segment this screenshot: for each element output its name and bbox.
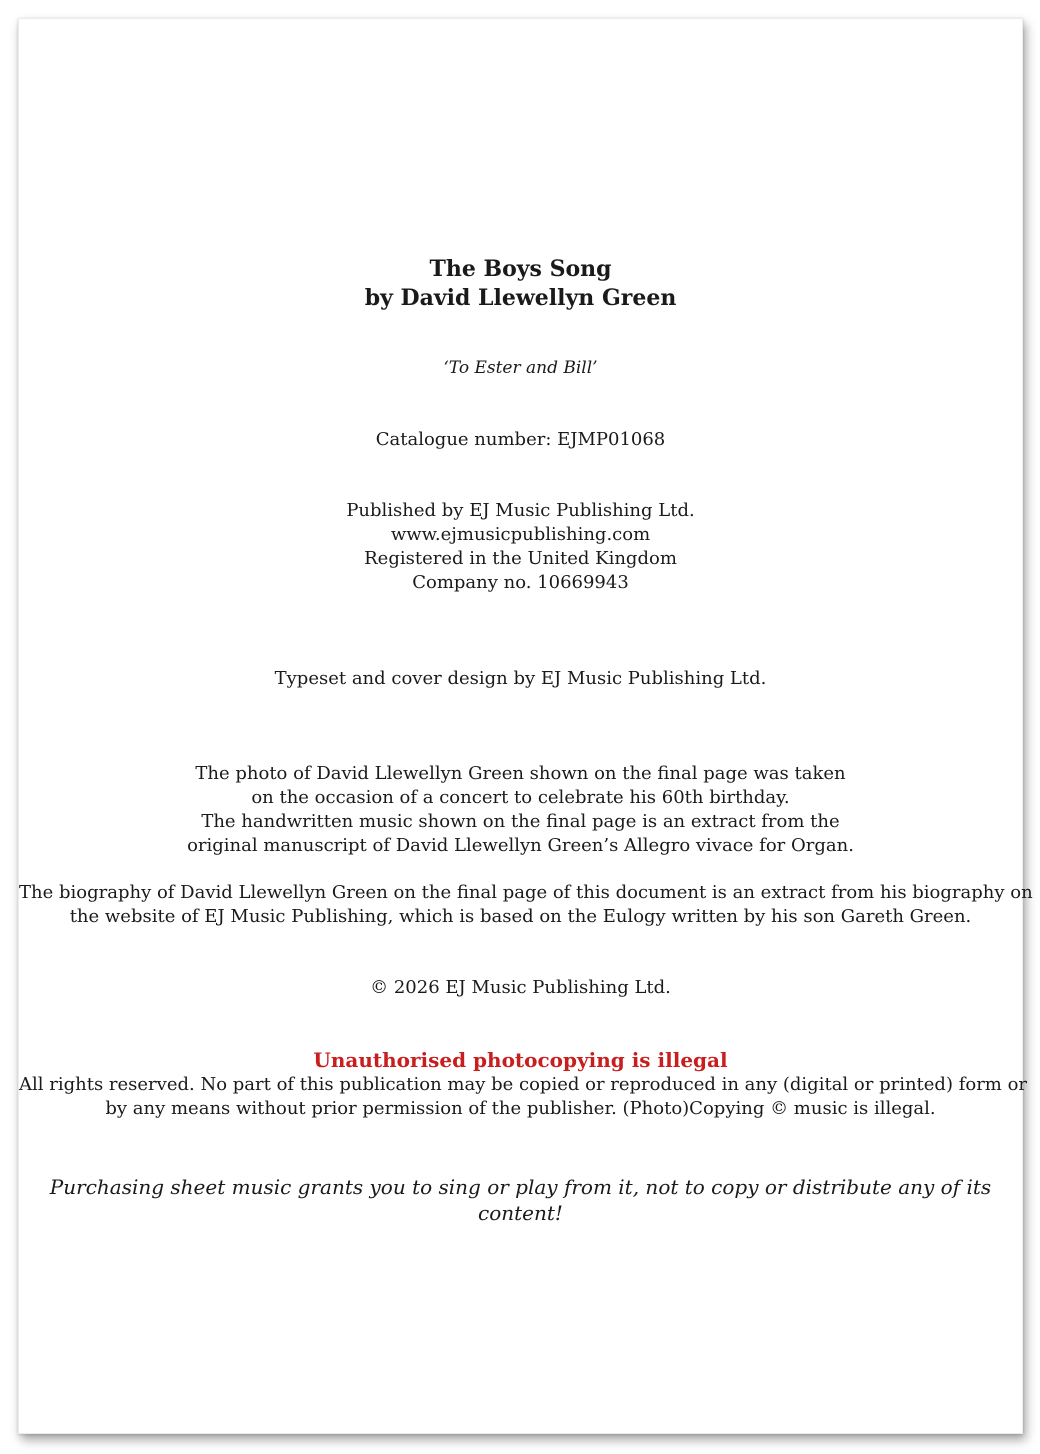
page-title: The Boys Song bbox=[429, 256, 612, 282]
purchasing-note: Purchasing sheet music grants you to sing or play from it, not to copy or distribute any of its content! bbox=[49, 1175, 992, 1225]
composer-byline: by David Llewellyn Green bbox=[364, 285, 677, 311]
photocopy-warning: Unauthorised photocopying is illegal bbox=[313, 1048, 728, 1072]
typeset-credit: Typeset and cover design by EJ Music Publishing Ltd. bbox=[274, 668, 767, 689]
biography-line: the website of EJ Music Publishing, which is based on the Eulogy written by his son Gareth Green. bbox=[69, 906, 972, 927]
copyright-notice: © 2026 EJ Music Publishing Ltd. bbox=[370, 977, 671, 998]
publisher-website: www.ejmusicpublishing.com bbox=[390, 524, 651, 545]
photo-notes bbox=[19, 762, 1022, 858]
photo-note-line: The handwritten music shown on the final page is an extract from the bbox=[201, 811, 840, 832]
photo-note-line: on the occasion of a concert to celebrate his 60th birthday. bbox=[251, 787, 790, 808]
publisher-info bbox=[19, 499, 1022, 595]
rights-line: All rights reserved. No part of this publication may be copied or reproduced in any (digital or printed) form or bbox=[19, 1074, 1028, 1095]
publisher-line: Registered in the United Kingdom bbox=[364, 548, 677, 569]
biography-line: The biography of David Llewellyn Green on the final page of this document is an extract from his biography on bbox=[19, 882, 1033, 903]
rights-block bbox=[19, 1048, 1028, 1121]
photo-note-line: The photo of David Llewellyn Green shown on the final page was taken bbox=[195, 763, 846, 784]
dedication: ‘To Ester and Bill’ bbox=[443, 358, 598, 378]
rights-line: by any means without prior permission of the publisher. (Photo)Copying © music is illegal. bbox=[105, 1098, 936, 1119]
biography-note bbox=[19, 881, 1033, 929]
publisher-line: Company no. 10669943 bbox=[412, 572, 629, 593]
publisher-line: Published by EJ Music Publishing Ltd. bbox=[346, 500, 695, 521]
title-block bbox=[19, 255, 1022, 313]
document-page bbox=[18, 18, 1033, 1434]
catalogue-number: Catalogue number: EJMP01068 bbox=[375, 429, 666, 450]
photo-note-line: original manuscript of David Llewellyn Green’s Allegro vivace for Organ. bbox=[187, 835, 854, 856]
